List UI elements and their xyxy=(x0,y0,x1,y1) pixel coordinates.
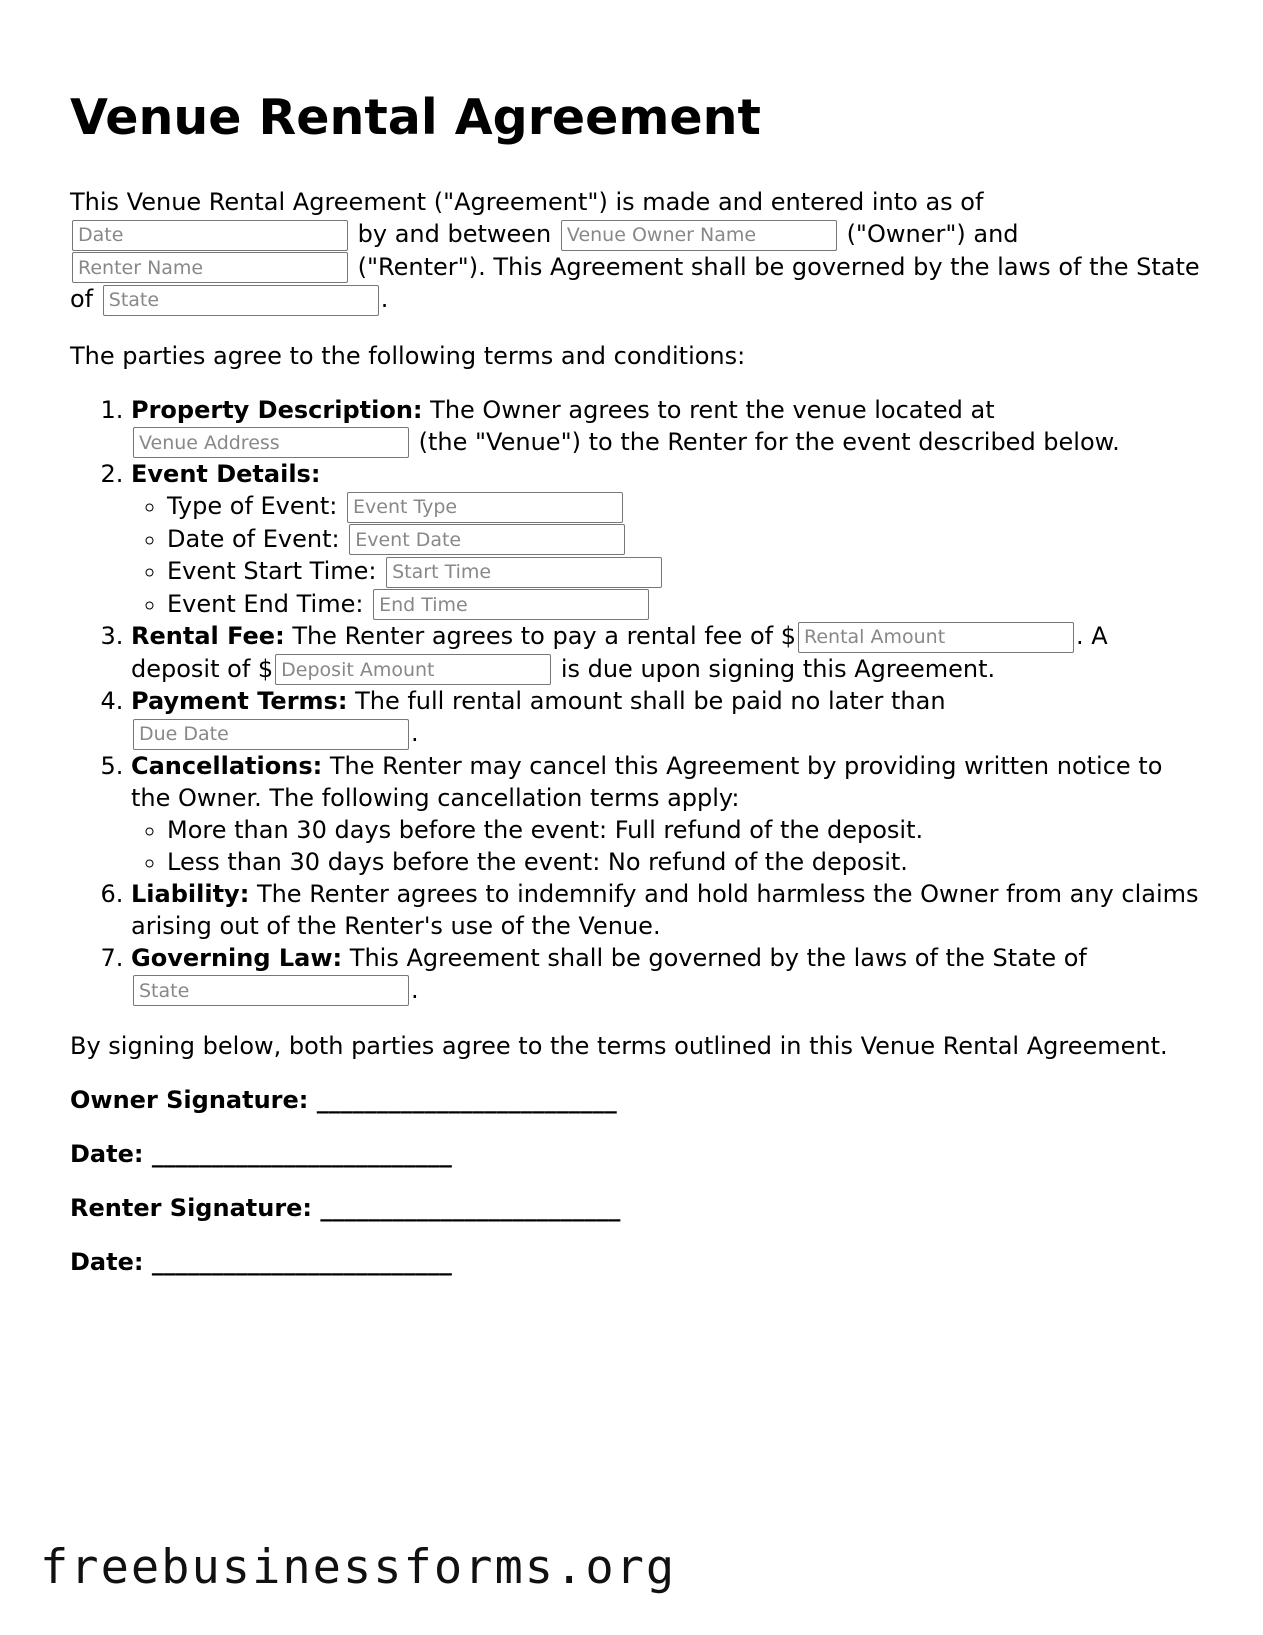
intro-text-2: by and between xyxy=(357,220,552,248)
term-fee-label: Rental Fee: xyxy=(131,622,285,650)
term-fee-text-1: The Renter agrees to pay a rental fee of $ xyxy=(292,622,796,650)
renter-name-field[interactable] xyxy=(72,252,348,283)
renter-date-blank: _________________________ xyxy=(151,1248,452,1276)
term-payment xyxy=(131,685,1200,750)
rental-amount-field[interactable] xyxy=(798,622,1074,653)
owner-date-line xyxy=(70,1138,1200,1170)
cancellation-term-item: ◦ More than 30 days before the event: Full refund of the deposit. xyxy=(167,814,1200,846)
event-end-item xyxy=(167,588,1200,621)
intro-state-field[interactable] xyxy=(103,285,379,316)
deposit-amount-field[interactable] xyxy=(275,654,551,685)
term-liability-label: Liability: xyxy=(131,879,250,908)
event-details-list xyxy=(131,490,1200,620)
closing-statement: By signing below, both parties agree to the terms outlined in this Venue Rental Agreement. xyxy=(70,1032,1168,1060)
owner-date-blank: _________________________ xyxy=(151,1140,452,1168)
document xyxy=(70,88,1200,1278)
term-payment-text-2: . xyxy=(411,719,419,747)
term-liability xyxy=(131,878,1200,942)
event-type-item xyxy=(167,490,1200,523)
event-start-item xyxy=(167,555,1200,588)
start-time-field[interactable] xyxy=(386,557,662,588)
document-title: Venue Rental Agreement xyxy=(70,89,761,146)
event-start-label: Event Start Time: xyxy=(167,557,377,585)
term-property-text-1: The Owner agrees to rent the venue located at xyxy=(430,395,995,424)
intro-text-1: This Venue Rental Agreement ("Agreement") is made and entered into as of xyxy=(70,188,984,216)
term-liability-text: The Renter agrees to indemnify and hold harmless the Owner from any claims arising out of the Renter's use of the Venue. xyxy=(131,879,1199,940)
agreement-date-field[interactable] xyxy=(72,220,348,251)
renter-signature-label: Renter Signature: xyxy=(70,1194,313,1222)
term-law-label: Governing Law: xyxy=(131,943,343,972)
term-fee-text-3: is due upon signing this Agreement. xyxy=(560,654,996,683)
term-event xyxy=(131,458,1200,620)
term-cancel-label: Cancellations: xyxy=(131,751,323,780)
site-watermark: freebusinessforms.org xyxy=(40,1540,677,1595)
term-payment-text-1: The full rental amount shall be paid no later than xyxy=(355,687,946,715)
term-cancel-text: The Renter may cancel this Agreement by providing written notice to the Owner. The following cancellation terms apply: xyxy=(131,751,1163,812)
event-end-label: Event End Time: xyxy=(167,589,364,618)
term-law xyxy=(131,942,1200,1007)
terms-list xyxy=(70,394,1200,1007)
intro-text-4: ("Renter"). This Agreement shall be governed by the laws of the State of xyxy=(70,252,1200,313)
term-payment-label: Payment Terms: xyxy=(131,687,348,715)
term-fee-text-2: . A deposit of $ xyxy=(131,622,1108,683)
term-event-label: Event Details: xyxy=(131,460,321,488)
end-time-field[interactable] xyxy=(373,589,649,620)
event-date-field[interactable] xyxy=(349,524,625,555)
due-date-field[interactable] xyxy=(133,719,409,750)
cancellation-term-item: ◦ Less than 30 days before the event: No refund of the deposit. xyxy=(167,846,1200,878)
term-property-text-2: (the "Venue") to the Renter for the event described below. xyxy=(418,427,1120,456)
intro-text-3: ("Owner") and xyxy=(846,220,1019,248)
cancellation-terms-list xyxy=(131,814,1200,878)
owner-signature-blank: _________________________ xyxy=(316,1086,617,1114)
renter-signature-line xyxy=(70,1192,1200,1224)
renter-date-line xyxy=(70,1246,1200,1278)
governing-state-field[interactable] xyxy=(133,975,409,1006)
term-property-label: Property Description: xyxy=(131,395,423,424)
event-type-label: Type of Event: xyxy=(167,492,338,520)
intro-text-5: . xyxy=(380,285,389,313)
term-law-text-1: This Agreement shall be governed by the laws of the State of xyxy=(349,943,1087,972)
intro-paragraph xyxy=(70,186,1200,316)
event-type-field[interactable] xyxy=(347,492,623,523)
owner-signature-line xyxy=(70,1084,1200,1116)
term-cancel xyxy=(131,750,1200,878)
term-law-text-2: . xyxy=(411,975,419,1004)
term-property xyxy=(131,394,1200,459)
renter-date-label: Date: xyxy=(70,1248,144,1276)
event-date-item xyxy=(167,523,1200,556)
venue-address-field[interactable] xyxy=(133,427,409,458)
renter-signature-blank: _________________________ xyxy=(320,1194,621,1222)
owner-signature-label: Owner Signature: xyxy=(70,1086,309,1114)
event-date-label: Date of Event: xyxy=(167,524,340,553)
owner-name-field[interactable] xyxy=(561,220,837,251)
term-fee xyxy=(131,620,1200,685)
terms-intro: The parties agree to the following terms and conditions: xyxy=(70,341,746,370)
owner-date-label: Date: xyxy=(70,1140,144,1168)
